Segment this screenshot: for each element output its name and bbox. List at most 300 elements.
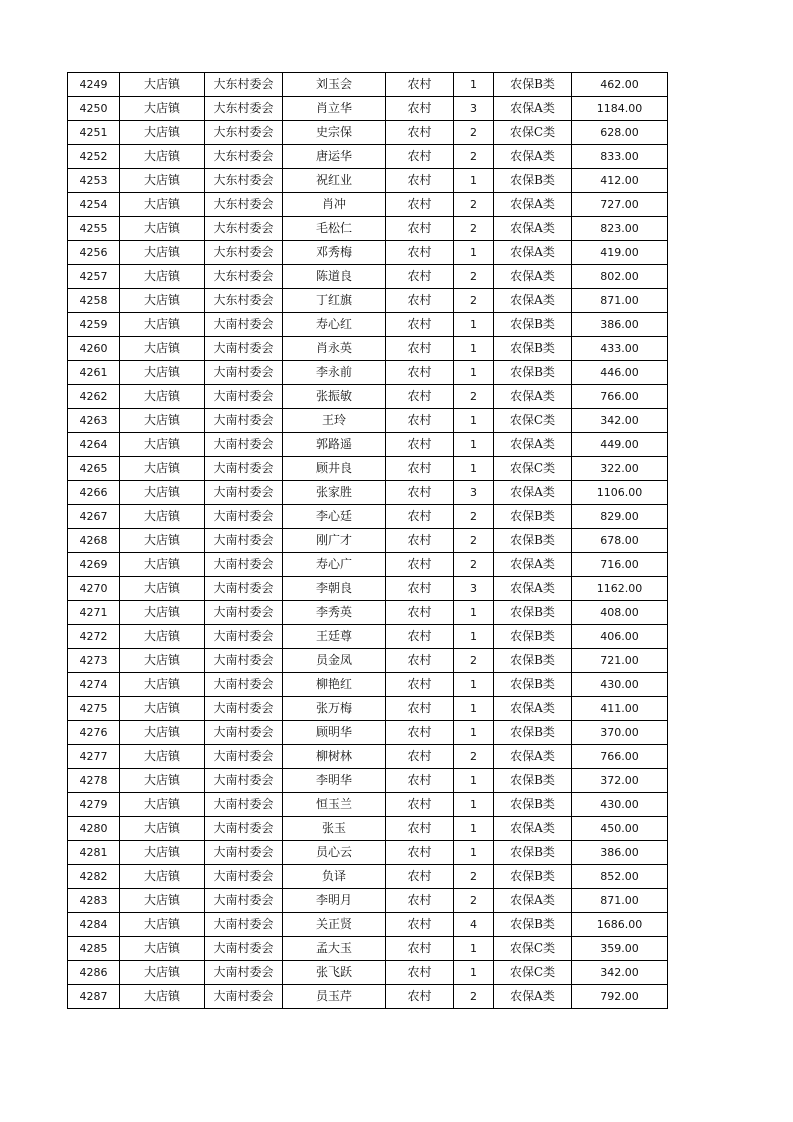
area-type-cell: 农村 bbox=[386, 289, 454, 313]
household-count-cell: 1 bbox=[454, 409, 494, 433]
area-type-cell: 农村 bbox=[386, 673, 454, 697]
name-cell: 柳艳红 bbox=[283, 673, 386, 697]
committee-cell: 大东村委会 bbox=[205, 73, 283, 97]
name-cell: 王玲 bbox=[283, 409, 386, 433]
household-count-cell: 2 bbox=[454, 529, 494, 553]
amount-cell: 1184.00 bbox=[572, 97, 668, 121]
table-row bbox=[68, 625, 668, 649]
category-cell: 农保B类 bbox=[494, 529, 572, 553]
town-cell: 大店镇 bbox=[120, 913, 205, 937]
household-count-cell: 2 bbox=[454, 193, 494, 217]
table-row bbox=[68, 481, 668, 505]
table-row bbox=[68, 649, 668, 673]
row-number-cell: 4285 bbox=[68, 937, 120, 961]
amount-cell: 412.00 bbox=[572, 169, 668, 193]
amount-cell: 871.00 bbox=[572, 889, 668, 913]
area-type-cell: 农村 bbox=[386, 649, 454, 673]
area-type-cell: 农村 bbox=[386, 697, 454, 721]
category-cell: 农保A类 bbox=[494, 433, 572, 457]
row-number-cell: 4254 bbox=[68, 193, 120, 217]
table-body bbox=[68, 73, 668, 1009]
town-cell: 大店镇 bbox=[120, 97, 205, 121]
category-cell: 农保B类 bbox=[494, 721, 572, 745]
household-count-cell: 1 bbox=[454, 721, 494, 745]
committee-cell: 大南村委会 bbox=[205, 913, 283, 937]
amount-cell: 852.00 bbox=[572, 865, 668, 889]
amount-cell: 1162.00 bbox=[572, 577, 668, 601]
town-cell: 大店镇 bbox=[120, 313, 205, 337]
row-number-cell: 4280 bbox=[68, 817, 120, 841]
row-number-cell: 4273 bbox=[68, 649, 120, 673]
amount-cell: 792.00 bbox=[572, 985, 668, 1009]
table-row bbox=[68, 241, 668, 265]
name-cell: 员心云 bbox=[283, 841, 386, 865]
table-row bbox=[68, 433, 668, 457]
category-cell: 农保B类 bbox=[494, 601, 572, 625]
household-count-cell: 1 bbox=[454, 241, 494, 265]
row-number-cell: 4267 bbox=[68, 505, 120, 529]
committee-cell: 大东村委会 bbox=[205, 265, 283, 289]
row-number-cell: 4282 bbox=[68, 865, 120, 889]
name-cell: 顾明华 bbox=[283, 721, 386, 745]
committee-cell: 大南村委会 bbox=[205, 985, 283, 1009]
area-type-cell: 农村 bbox=[386, 265, 454, 289]
area-type-cell: 农村 bbox=[386, 985, 454, 1009]
table-row bbox=[68, 961, 668, 985]
amount-cell: 716.00 bbox=[572, 553, 668, 577]
area-type-cell: 农村 bbox=[386, 313, 454, 337]
row-number-cell: 4277 bbox=[68, 745, 120, 769]
area-type-cell: 农村 bbox=[386, 457, 454, 481]
row-number-cell: 4268 bbox=[68, 529, 120, 553]
category-cell: 农保B类 bbox=[494, 169, 572, 193]
name-cell: 郭路遥 bbox=[283, 433, 386, 457]
table-row bbox=[68, 553, 668, 577]
area-type-cell: 农村 bbox=[386, 865, 454, 889]
category-cell: 农保B类 bbox=[494, 625, 572, 649]
household-count-cell: 2 bbox=[454, 289, 494, 313]
committee-cell: 大南村委会 bbox=[205, 721, 283, 745]
town-cell: 大店镇 bbox=[120, 361, 205, 385]
area-type-cell: 农村 bbox=[386, 553, 454, 577]
table-row bbox=[68, 769, 668, 793]
amount-cell: 408.00 bbox=[572, 601, 668, 625]
amount-cell: 829.00 bbox=[572, 505, 668, 529]
household-count-cell: 1 bbox=[454, 841, 494, 865]
name-cell: 员玉芹 bbox=[283, 985, 386, 1009]
row-number-cell: 4274 bbox=[68, 673, 120, 697]
area-type-cell: 农村 bbox=[386, 337, 454, 361]
committee-cell: 大东村委会 bbox=[205, 97, 283, 121]
area-type-cell: 农村 bbox=[386, 121, 454, 145]
table-row bbox=[68, 409, 668, 433]
name-cell: 李永前 bbox=[283, 361, 386, 385]
category-cell: 农保A类 bbox=[494, 889, 572, 913]
category-cell: 农保B类 bbox=[494, 649, 572, 673]
town-cell: 大店镇 bbox=[120, 193, 205, 217]
town-cell: 大店镇 bbox=[120, 337, 205, 361]
row-number-cell: 4262 bbox=[68, 385, 120, 409]
area-type-cell: 农村 bbox=[386, 361, 454, 385]
name-cell: 祝红业 bbox=[283, 169, 386, 193]
name-cell: 寿心红 bbox=[283, 313, 386, 337]
area-type-cell: 农村 bbox=[386, 817, 454, 841]
committee-cell: 大南村委会 bbox=[205, 529, 283, 553]
row-number-cell: 4278 bbox=[68, 769, 120, 793]
amount-cell: 449.00 bbox=[572, 433, 668, 457]
town-cell: 大店镇 bbox=[120, 169, 205, 193]
town-cell: 大店镇 bbox=[120, 73, 205, 97]
category-cell: 农保A类 bbox=[494, 145, 572, 169]
committee-cell: 大东村委会 bbox=[205, 241, 283, 265]
row-number-cell: 4251 bbox=[68, 121, 120, 145]
town-cell: 大店镇 bbox=[120, 865, 205, 889]
amount-cell: 342.00 bbox=[572, 409, 668, 433]
committee-cell: 大南村委会 bbox=[205, 505, 283, 529]
name-cell: 刘玉会 bbox=[283, 73, 386, 97]
town-cell: 大店镇 bbox=[120, 481, 205, 505]
table-row bbox=[68, 865, 668, 889]
table-row bbox=[68, 505, 668, 529]
household-count-cell: 1 bbox=[454, 457, 494, 481]
amount-cell: 430.00 bbox=[572, 793, 668, 817]
committee-cell: 大南村委会 bbox=[205, 841, 283, 865]
area-type-cell: 农村 bbox=[386, 169, 454, 193]
household-count-cell: 1 bbox=[454, 769, 494, 793]
row-number-cell: 4265 bbox=[68, 457, 120, 481]
household-count-cell: 1 bbox=[454, 313, 494, 337]
row-number-cell: 4249 bbox=[68, 73, 120, 97]
row-number-cell: 4270 bbox=[68, 577, 120, 601]
table-row bbox=[68, 169, 668, 193]
name-cell: 李朝良 bbox=[283, 577, 386, 601]
household-count-cell: 1 bbox=[454, 73, 494, 97]
household-count-cell: 2 bbox=[454, 265, 494, 289]
category-cell: 农保A类 bbox=[494, 265, 572, 289]
household-count-cell: 1 bbox=[454, 337, 494, 361]
name-cell: 陈道良 bbox=[283, 265, 386, 289]
amount-cell: 372.00 bbox=[572, 769, 668, 793]
name-cell: 唐运华 bbox=[283, 145, 386, 169]
row-number-cell: 4284 bbox=[68, 913, 120, 937]
area-type-cell: 农村 bbox=[386, 889, 454, 913]
town-cell: 大店镇 bbox=[120, 577, 205, 601]
committee-cell: 大南村委会 bbox=[205, 649, 283, 673]
name-cell: 寿心广 bbox=[283, 553, 386, 577]
row-number-cell: 4266 bbox=[68, 481, 120, 505]
town-cell: 大店镇 bbox=[120, 529, 205, 553]
name-cell: 毛松仁 bbox=[283, 217, 386, 241]
category-cell: 农保A类 bbox=[494, 97, 572, 121]
amount-cell: 411.00 bbox=[572, 697, 668, 721]
committee-cell: 大南村委会 bbox=[205, 793, 283, 817]
household-count-cell: 2 bbox=[454, 985, 494, 1009]
committee-cell: 大南村委会 bbox=[205, 457, 283, 481]
town-cell: 大店镇 bbox=[120, 889, 205, 913]
category-cell: 农保C类 bbox=[494, 937, 572, 961]
category-cell: 农保B类 bbox=[494, 673, 572, 697]
row-number-cell: 4276 bbox=[68, 721, 120, 745]
area-type-cell: 农村 bbox=[386, 721, 454, 745]
row-number-cell: 4272 bbox=[68, 625, 120, 649]
category-cell: 农保C类 bbox=[494, 961, 572, 985]
amount-cell: 342.00 bbox=[572, 961, 668, 985]
committee-cell: 大南村委会 bbox=[205, 601, 283, 625]
row-number-cell: 4275 bbox=[68, 697, 120, 721]
category-cell: 农保A类 bbox=[494, 193, 572, 217]
committee-cell: 大东村委会 bbox=[205, 289, 283, 313]
name-cell: 肖立华 bbox=[283, 97, 386, 121]
table-row bbox=[68, 817, 668, 841]
row-number-cell: 4283 bbox=[68, 889, 120, 913]
household-count-cell: 2 bbox=[454, 553, 494, 577]
committee-cell: 大南村委会 bbox=[205, 673, 283, 697]
area-type-cell: 农村 bbox=[386, 409, 454, 433]
household-count-cell: 4 bbox=[454, 913, 494, 937]
area-type-cell: 农村 bbox=[386, 433, 454, 457]
table-row bbox=[68, 841, 668, 865]
category-cell: 农保B类 bbox=[494, 337, 572, 361]
area-type-cell: 农村 bbox=[386, 577, 454, 601]
amount-cell: 370.00 bbox=[572, 721, 668, 745]
town-cell: 大店镇 bbox=[120, 601, 205, 625]
committee-cell: 大南村委会 bbox=[205, 577, 283, 601]
name-cell: 恒玉兰 bbox=[283, 793, 386, 817]
amount-cell: 322.00 bbox=[572, 457, 668, 481]
name-cell: 肖永英 bbox=[283, 337, 386, 361]
amount-cell: 446.00 bbox=[572, 361, 668, 385]
household-count-cell: 1 bbox=[454, 673, 494, 697]
committee-cell: 大东村委会 bbox=[205, 169, 283, 193]
name-cell: 王廷尊 bbox=[283, 625, 386, 649]
town-cell: 大店镇 bbox=[120, 673, 205, 697]
name-cell: 张飞跃 bbox=[283, 961, 386, 985]
name-cell: 刚广才 bbox=[283, 529, 386, 553]
area-type-cell: 农村 bbox=[386, 793, 454, 817]
data-table bbox=[67, 72, 668, 1009]
area-type-cell: 农村 bbox=[386, 841, 454, 865]
table-row bbox=[68, 121, 668, 145]
table-row bbox=[68, 937, 668, 961]
committee-cell: 大南村委会 bbox=[205, 313, 283, 337]
row-number-cell: 4256 bbox=[68, 241, 120, 265]
committee-cell: 大南村委会 bbox=[205, 361, 283, 385]
name-cell: 李秀英 bbox=[283, 601, 386, 625]
row-number-cell: 4255 bbox=[68, 217, 120, 241]
area-type-cell: 农村 bbox=[386, 625, 454, 649]
town-cell: 大店镇 bbox=[120, 553, 205, 577]
household-count-cell: 2 bbox=[454, 385, 494, 409]
area-type-cell: 农村 bbox=[386, 481, 454, 505]
table-row bbox=[68, 673, 668, 697]
town-cell: 大店镇 bbox=[120, 625, 205, 649]
town-cell: 大店镇 bbox=[120, 409, 205, 433]
name-cell: 张家胜 bbox=[283, 481, 386, 505]
name-cell: 柳树林 bbox=[283, 745, 386, 769]
name-cell: 李心廷 bbox=[283, 505, 386, 529]
row-number-cell: 4257 bbox=[68, 265, 120, 289]
category-cell: 农保A类 bbox=[494, 697, 572, 721]
name-cell: 张玉 bbox=[283, 817, 386, 841]
table-row bbox=[68, 73, 668, 97]
table-row bbox=[68, 601, 668, 625]
amount-cell: 833.00 bbox=[572, 145, 668, 169]
table-row bbox=[68, 745, 668, 769]
area-type-cell: 农村 bbox=[386, 913, 454, 937]
committee-cell: 大南村委会 bbox=[205, 385, 283, 409]
household-count-cell: 1 bbox=[454, 169, 494, 193]
amount-cell: 721.00 bbox=[572, 649, 668, 673]
town-cell: 大店镇 bbox=[120, 961, 205, 985]
area-type-cell: 农村 bbox=[386, 961, 454, 985]
table-row bbox=[68, 457, 668, 481]
category-cell: 农保A类 bbox=[494, 241, 572, 265]
amount-cell: 727.00 bbox=[572, 193, 668, 217]
household-count-cell: 2 bbox=[454, 889, 494, 913]
household-count-cell: 1 bbox=[454, 961, 494, 985]
household-count-cell: 1 bbox=[454, 433, 494, 457]
table-row bbox=[68, 337, 668, 361]
row-number-cell: 4261 bbox=[68, 361, 120, 385]
committee-cell: 大南村委会 bbox=[205, 817, 283, 841]
category-cell: 农保B类 bbox=[494, 793, 572, 817]
area-type-cell: 农村 bbox=[386, 529, 454, 553]
category-cell: 农保A类 bbox=[494, 817, 572, 841]
row-number-cell: 4260 bbox=[68, 337, 120, 361]
category-cell: 农保A类 bbox=[494, 577, 572, 601]
table-row bbox=[68, 313, 668, 337]
category-cell: 农保C类 bbox=[494, 457, 572, 481]
household-count-cell: 1 bbox=[454, 793, 494, 817]
name-cell: 丁红旗 bbox=[283, 289, 386, 313]
household-count-cell: 1 bbox=[454, 361, 494, 385]
table-row bbox=[68, 721, 668, 745]
name-cell: 关正贤 bbox=[283, 913, 386, 937]
town-cell: 大店镇 bbox=[120, 937, 205, 961]
committee-cell: 大南村委会 bbox=[205, 409, 283, 433]
amount-cell: 406.00 bbox=[572, 625, 668, 649]
table-row bbox=[68, 145, 668, 169]
town-cell: 大店镇 bbox=[120, 817, 205, 841]
table-row bbox=[68, 385, 668, 409]
town-cell: 大店镇 bbox=[120, 145, 205, 169]
area-type-cell: 农村 bbox=[386, 769, 454, 793]
area-type-cell: 农村 bbox=[386, 145, 454, 169]
row-number-cell: 4264 bbox=[68, 433, 120, 457]
category-cell: 农保A类 bbox=[494, 985, 572, 1009]
category-cell: 农保A类 bbox=[494, 217, 572, 241]
amount-cell: 628.00 bbox=[572, 121, 668, 145]
area-type-cell: 农村 bbox=[386, 193, 454, 217]
name-cell: 张振敏 bbox=[283, 385, 386, 409]
committee-cell: 大南村委会 bbox=[205, 553, 283, 577]
town-cell: 大店镇 bbox=[120, 217, 205, 241]
household-count-cell: 1 bbox=[454, 817, 494, 841]
area-type-cell: 农村 bbox=[386, 73, 454, 97]
category-cell: 农保B类 bbox=[494, 361, 572, 385]
table-row bbox=[68, 217, 668, 241]
category-cell: 农保A类 bbox=[494, 553, 572, 577]
town-cell: 大店镇 bbox=[120, 385, 205, 409]
category-cell: 农保A类 bbox=[494, 745, 572, 769]
table-row bbox=[68, 889, 668, 913]
table-row bbox=[68, 913, 668, 937]
household-count-cell: 3 bbox=[454, 97, 494, 121]
row-number-cell: 4281 bbox=[68, 841, 120, 865]
amount-cell: 386.00 bbox=[572, 313, 668, 337]
category-cell: 农保B类 bbox=[494, 769, 572, 793]
committee-cell: 大南村委会 bbox=[205, 769, 283, 793]
row-number-cell: 4259 bbox=[68, 313, 120, 337]
town-cell: 大店镇 bbox=[120, 721, 205, 745]
category-cell: 农保B类 bbox=[494, 505, 572, 529]
name-cell: 史宗保 bbox=[283, 121, 386, 145]
committee-cell: 大东村委会 bbox=[205, 193, 283, 217]
town-cell: 大店镇 bbox=[120, 241, 205, 265]
category-cell: 农保C类 bbox=[494, 409, 572, 433]
name-cell: 顾井良 bbox=[283, 457, 386, 481]
area-type-cell: 农村 bbox=[386, 505, 454, 529]
town-cell: 大店镇 bbox=[120, 649, 205, 673]
table-row bbox=[68, 289, 668, 313]
category-cell: 农保A类 bbox=[494, 385, 572, 409]
name-cell: 李明月 bbox=[283, 889, 386, 913]
town-cell: 大店镇 bbox=[120, 265, 205, 289]
town-cell: 大店镇 bbox=[120, 289, 205, 313]
table-row bbox=[68, 577, 668, 601]
category-cell: 农保B类 bbox=[494, 865, 572, 889]
amount-cell: 419.00 bbox=[572, 241, 668, 265]
amount-cell: 1106.00 bbox=[572, 481, 668, 505]
town-cell: 大店镇 bbox=[120, 745, 205, 769]
table-row bbox=[68, 793, 668, 817]
household-count-cell: 1 bbox=[454, 937, 494, 961]
table-row bbox=[68, 265, 668, 289]
household-count-cell: 2 bbox=[454, 505, 494, 529]
area-type-cell: 农村 bbox=[386, 241, 454, 265]
name-cell: 肖冲 bbox=[283, 193, 386, 217]
name-cell: 邓秀梅 bbox=[283, 241, 386, 265]
row-number-cell: 4287 bbox=[68, 985, 120, 1009]
row-number-cell: 4253 bbox=[68, 169, 120, 193]
town-cell: 大店镇 bbox=[120, 121, 205, 145]
committee-cell: 大南村委会 bbox=[205, 697, 283, 721]
household-count-cell: 2 bbox=[454, 745, 494, 769]
table-row bbox=[68, 97, 668, 121]
household-count-cell: 2 bbox=[454, 217, 494, 241]
table-row bbox=[68, 985, 668, 1009]
household-count-cell: 2 bbox=[454, 649, 494, 673]
household-count-cell: 2 bbox=[454, 865, 494, 889]
committee-cell: 大南村委会 bbox=[205, 889, 283, 913]
committee-cell: 大南村委会 bbox=[205, 433, 283, 457]
town-cell: 大店镇 bbox=[120, 841, 205, 865]
category-cell: 农保A类 bbox=[494, 481, 572, 505]
committee-cell: 大东村委会 bbox=[205, 121, 283, 145]
household-count-cell: 3 bbox=[454, 577, 494, 601]
row-number-cell: 4279 bbox=[68, 793, 120, 817]
area-type-cell: 农村 bbox=[386, 937, 454, 961]
row-number-cell: 4250 bbox=[68, 97, 120, 121]
table-row bbox=[68, 697, 668, 721]
amount-cell: 386.00 bbox=[572, 841, 668, 865]
town-cell: 大店镇 bbox=[120, 457, 205, 481]
name-cell: 负译 bbox=[283, 865, 386, 889]
area-type-cell: 农村 bbox=[386, 745, 454, 769]
table-row bbox=[68, 529, 668, 553]
row-number-cell: 4271 bbox=[68, 601, 120, 625]
amount-cell: 430.00 bbox=[572, 673, 668, 697]
